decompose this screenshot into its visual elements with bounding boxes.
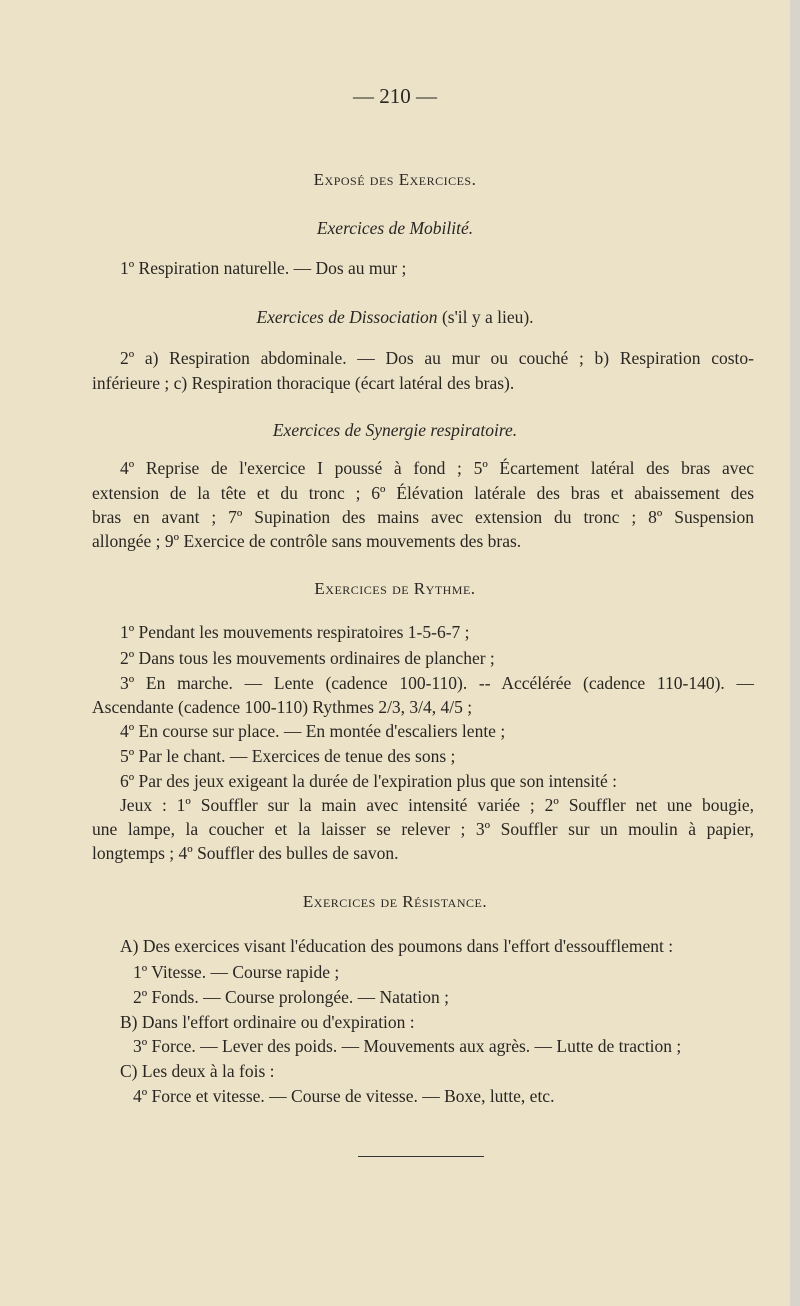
subheading-synergie: Exercices de Synergie respiratoire. xyxy=(272,420,518,440)
list-item-continuation: longtemps ; 4º Souffler des bulles de savon. xyxy=(92,843,399,863)
list-item: Jeux : 1º Souffler sur la main avec intensité variée ; 2º Souffler net une bougie, xyxy=(120,795,754,815)
list-item: B) Dans l'effort ordinaire ou d'expiration : xyxy=(120,1012,415,1032)
page-number: — 210 — xyxy=(353,84,437,108)
paragraph-line: allongée ; 9º Exercice de contrôle sans mouvements des bras. xyxy=(92,531,522,551)
list-item: 4º En course sur place. — En montée d'escaliers lente ; xyxy=(120,721,506,741)
list-item-continuation: une lampe, la coucher et la laisser se relever ; 3º Souffler sur un moulin à papier, xyxy=(92,819,754,839)
section-heading-expose: Exposé des Exercices. xyxy=(313,170,477,189)
paragraph-line: extension de la tête et du tronc ; 6º Élévation latérale des bras et abaissement des xyxy=(92,483,754,503)
list-item: 3º En marche. — Lente (cadence 100-110). -- Accélérée (cadence 110-140). — xyxy=(120,673,754,693)
list-item: A) Des exercices visant l'éducation des poumons dans l'effort d'essoufflement : xyxy=(120,936,674,956)
paragraph-line: inférieure ; c) Respiration thoracique (écart latéral des bras). xyxy=(92,373,515,393)
list-item-continuation: Ascendante (cadence 100-110) Rythmes 2/3, 3/4, 4/5 ; xyxy=(92,697,473,717)
list-item: 2º Fonds. — Course prolongée. — Natation ; xyxy=(133,987,450,1007)
list-item: 5º Par le chant. — Exercices de tenue des sons ; xyxy=(120,746,456,766)
subheading-dissociation-title: Exercices de Dissociation xyxy=(256,307,438,327)
paragraph-line: bras en avant ; 7º Supination des mains avec extension du tronc ; 8º Suspension xyxy=(92,507,754,527)
paragraph-line: 4º Reprise de l'exercice I poussé à fond ; 5º Écartement latéral des bras avec xyxy=(120,458,754,478)
paragraph-line: 2º a) Respiration abdominale. — Dos au mur ou couché ; b) Respiration costo- xyxy=(120,348,754,368)
list-item: 3º Force. — Lever des poids. — Mouvements aux agrès. — Lutte de traction ; xyxy=(133,1036,682,1056)
paragraph-line: 1º Respiration naturelle. — Dos au mur ; xyxy=(120,258,407,278)
section-heading-rythme: Exercices de Rythme. xyxy=(314,579,476,598)
list-item: 2º Dans tous les mouvements ordinaires de plancher ; xyxy=(120,648,495,668)
section-heading-resistance: Exercices de Résistance. xyxy=(302,892,488,911)
list-item: 4º Force et vitesse. — Course de vitesse. — Boxe, lutte, etc. xyxy=(133,1086,555,1106)
list-item: 1º Pendant les mouvements respiratoires 1-5-6-7 ; xyxy=(120,622,470,642)
subheading-dissociation-suffix: (s'il y a lieu). xyxy=(437,307,534,327)
end-rule-divider xyxy=(358,1156,484,1157)
subheading-mobilite: Exercices de Mobilité. xyxy=(316,218,474,238)
subheading-dissociation xyxy=(0,307,790,328)
list-item: C) Les deux à la fois : xyxy=(120,1061,275,1081)
list-item: 6º Par des jeux exigeant la durée de l'expiration plus que son intensité : xyxy=(120,771,617,791)
list-item: 1º Vitesse. — Course rapide ; xyxy=(133,962,340,982)
